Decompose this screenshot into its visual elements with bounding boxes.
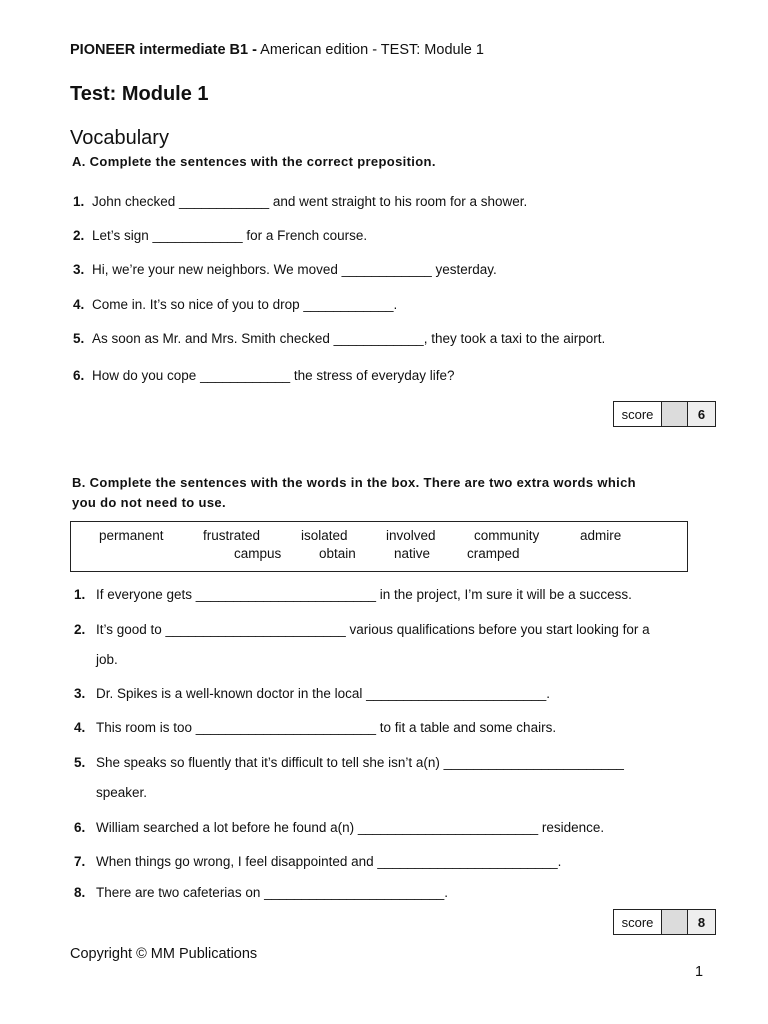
part-b-instruction bbox=[72, 473, 636, 513]
part-b-instruction-line1: B. Complete the sentences with the words in the box. There are two extra words which bbox=[72, 475, 636, 490]
word-box bbox=[70, 521, 688, 572]
word-box-word: native bbox=[394, 546, 431, 561]
score-box-b bbox=[613, 909, 716, 935]
item-number: 3. bbox=[74, 686, 86, 701]
part-a-instruction: A. Complete the sentences with the correct preposition. bbox=[72, 154, 436, 169]
part-b-instruction-line2: you do not need to use. bbox=[72, 495, 226, 510]
item-number: 8. bbox=[74, 885, 86, 900]
item-text: Dr. Spikes is a well-known doctor in the local ________________________. bbox=[96, 686, 551, 701]
item-text: Let’s sign ____________ for a French course. bbox=[92, 228, 368, 243]
header-edition: American edition - TEST: Module 1 bbox=[256, 42, 484, 58]
score-input[interactable] bbox=[662, 910, 688, 934]
item-number: 6. bbox=[74, 820, 86, 835]
word-box-word: campus bbox=[234, 546, 282, 561]
item-number: 1. bbox=[74, 587, 86, 602]
item-text: When things go wrong, I feel disappointed and ________________________. bbox=[96, 854, 562, 869]
word-box-word: frustrated bbox=[203, 528, 261, 543]
item-number: 4. bbox=[74, 720, 86, 735]
score-max: 8 bbox=[688, 910, 715, 934]
page-title: Test: Module 1 bbox=[70, 83, 209, 105]
item-text: Come in. It’s so nice of you to drop ____________. bbox=[92, 297, 398, 312]
item-number: 7. bbox=[74, 854, 86, 869]
item-text: As soon as Mr. and Mrs. Smith checked ____________, they took a taxi to the airport. bbox=[92, 331, 606, 346]
page-header bbox=[70, 42, 484, 58]
copyright: Copyright © MM Publications bbox=[70, 946, 258, 962]
score-input[interactable] bbox=[662, 402, 688, 426]
item-text: There are two cafeterias on ________________________. bbox=[96, 885, 449, 900]
item-text: John checked ____________ and went straight to his room for a shower. bbox=[92, 194, 528, 209]
item-text: William searched a lot before he found a(n) ________________________ residence. bbox=[96, 820, 605, 835]
item-number: 6. bbox=[73, 368, 85, 383]
item-number: 2. bbox=[74, 622, 86, 637]
score-box-a bbox=[613, 401, 716, 427]
item-text: If everyone gets ________________________ in the project, I’m sure it will be a success. bbox=[96, 587, 632, 602]
word-box-word: cramped bbox=[467, 546, 520, 561]
score-label: score bbox=[614, 910, 662, 934]
item-number: 1. bbox=[73, 194, 85, 209]
item-text-continued: speaker. bbox=[96, 785, 148, 800]
item-number: 5. bbox=[73, 331, 85, 346]
item-number: 5. bbox=[74, 755, 86, 770]
word-box-word: obtain bbox=[319, 546, 356, 561]
item-text: This room is too ________________________ to fit a table and some chairs. bbox=[96, 720, 557, 735]
word-box-word: involved bbox=[386, 528, 436, 543]
word-box-word: admire bbox=[580, 528, 622, 543]
item-text: How do you cope ____________ the stress of everyday life? bbox=[92, 368, 455, 383]
word-box-word: permanent bbox=[99, 528, 164, 543]
item-text: It’s good to ________________________ various qualifications before you start looking for a bbox=[96, 622, 650, 637]
item-text-continued: job. bbox=[96, 652, 118, 667]
header-series: PIONEER intermediate B1 - bbox=[70, 42, 257, 58]
item-number: 2. bbox=[73, 228, 85, 243]
score-label: score bbox=[614, 402, 662, 426]
score-max: 6 bbox=[688, 402, 715, 426]
section-heading: Vocabulary bbox=[70, 127, 169, 149]
item-text: She speaks so fluently that it’s difficult to tell she isn’t a(n) ________________________ bbox=[96, 755, 624, 770]
word-box-word: isolated bbox=[301, 528, 348, 543]
item-text: Hi, we’re your new neighbors. We moved ____________ yesterday. bbox=[92, 262, 497, 277]
item-number: 3. bbox=[73, 262, 85, 277]
item-number: 4. bbox=[73, 297, 85, 312]
word-box-word: community bbox=[474, 528, 540, 543]
page-number: 1 bbox=[695, 964, 704, 980]
